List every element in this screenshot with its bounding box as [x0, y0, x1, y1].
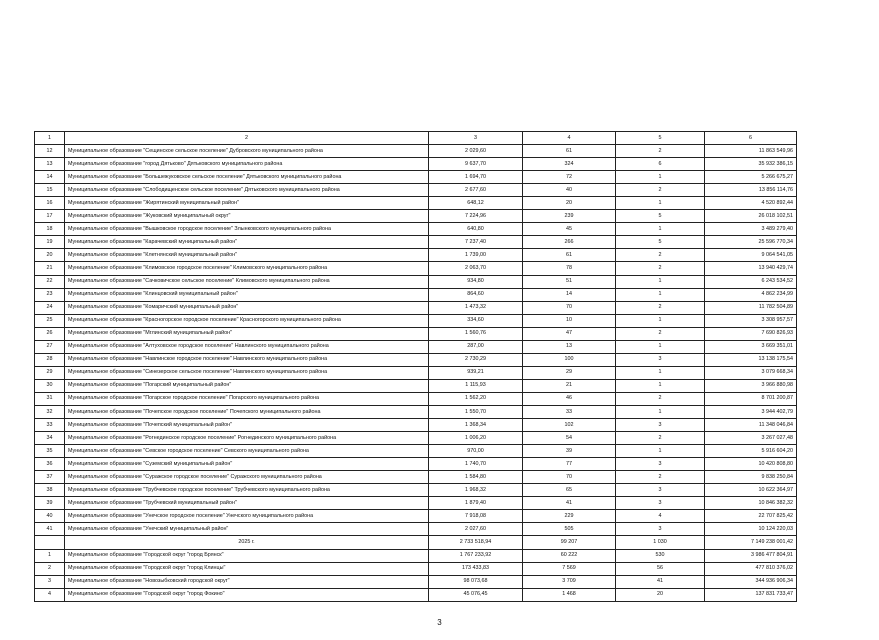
cell-area: 1 368,34: [429, 419, 523, 432]
cell-residents-count: 3 709: [523, 575, 616, 588]
cell-residents-count: 70: [523, 301, 616, 314]
cell-municipality-name: Муниципальное образование "Трубчевское городское поселение" Трубчевского муниципального района: [65, 484, 429, 497]
table-row: [35, 301, 797, 314]
cell-buildings-count: 2: [616, 184, 705, 197]
cell-row-number: 38: [35, 484, 65, 497]
cell-residents-count: 41: [523, 497, 616, 510]
cell-row-number: 21: [35, 262, 65, 275]
table-row: [35, 419, 797, 432]
cell-area: 2 730,29: [429, 353, 523, 366]
cell-row-number: 1: [35, 549, 65, 562]
cell-residents-count: 229: [523, 510, 616, 523]
cell-area: 640,80: [429, 223, 523, 236]
cell-buildings-count: 1: [616, 366, 705, 379]
cell-buildings-count: 2: [616, 145, 705, 158]
table-row: [35, 145, 797, 158]
cell-row-number: 22: [35, 275, 65, 288]
cell-buildings-count: 1: [616, 314, 705, 327]
cell-area: 7 224,96: [429, 210, 523, 223]
table-row: [35, 588, 797, 601]
cell-municipality-name: Муниципальное образование "Жуковский муниципальный округ": [65, 210, 429, 223]
cell-area: 173 433,83: [429, 562, 523, 575]
cell-area: 934,80: [429, 275, 523, 288]
cell-area: 1 694,70: [429, 171, 523, 184]
cell-buildings-count: 5: [616, 236, 705, 249]
cell-area: 1 560,76: [429, 327, 523, 340]
cell-buildings-count: 41: [616, 575, 705, 588]
cell-area: 2 027,60: [429, 523, 523, 536]
header-cell-6: 6: [705, 132, 797, 145]
cell-buildings-count: 1: [616, 379, 705, 392]
cell-row-number: 15: [35, 184, 65, 197]
cell-municipality-name: Муниципальное образование "Суземский муниципальный район": [65, 458, 429, 471]
cell-row-number: 40: [35, 510, 65, 523]
cell-amount: 10 846 382,32: [705, 497, 797, 510]
cell-municipality-name: Муниципальное образование "Мглинский муниципальный район": [65, 327, 429, 340]
cell-municipality-name: Муниципальное образование "Городской округ "город Фокино": [65, 588, 429, 601]
cell-amount: 35 932 386,15: [705, 158, 797, 171]
cell-area: 7 237,40: [429, 236, 523, 249]
cell-area: 1 115,93: [429, 379, 523, 392]
table-row: [35, 536, 797, 549]
cell-municipality-name: Муниципальное образование "Климовское городское поселение" Климовского муниципального района: [65, 262, 429, 275]
cell-area: 1 740,70: [429, 458, 523, 471]
table-row: [35, 575, 797, 588]
cell-amount: 25 596 770,34: [705, 236, 797, 249]
cell-amount: 13 138 175,54: [705, 353, 797, 366]
cell-amount: 137 831 733,47: [705, 588, 797, 601]
cell-area: 9 637,70: [429, 158, 523, 171]
cell-municipality-name: Муниципальное образование "Слободищенское сельское поселение" Дятьковского муниципального района: [65, 184, 429, 197]
table-row: [35, 458, 797, 471]
cell-municipality-name: Муниципальное образование "Погарское городское поселение" Погарского муниципального района: [65, 392, 429, 405]
cell-amount: 3 986 477 804,91: [705, 549, 797, 562]
cell-area: 2 029,60: [429, 145, 523, 158]
table-row: [35, 497, 797, 510]
cell-row-number: 18: [35, 223, 65, 236]
table-row: [35, 327, 797, 340]
cell-row-number: 32: [35, 405, 65, 418]
table-row: [35, 236, 797, 249]
cell-area: 7 918,08: [429, 510, 523, 523]
cell-row-number: 26: [35, 327, 65, 340]
cell-municipality-name: Муниципальное образование "Погарский муниципальный район": [65, 379, 429, 392]
cell-buildings-count: 3: [616, 458, 705, 471]
table-row: [35, 262, 797, 275]
cell-row-number: 34: [35, 432, 65, 445]
table-row: [35, 340, 797, 353]
cell-residents-count: 70: [523, 471, 616, 484]
cell-municipality-name: Муниципальное образование "Большежуковское сельское поселение" Дятьковского муниципального района: [65, 171, 429, 184]
cell-municipality-name: Муниципальное образование "Красногорское городское поселение" Красногорского муниципального района: [65, 314, 429, 327]
cell-buildings-count: 1: [616, 288, 705, 301]
cell-municipality-name: Муниципальное образование "Унечский муниципальный район": [65, 523, 429, 536]
cell-row-number: 33: [35, 419, 65, 432]
cell-area: 1 739,00: [429, 249, 523, 262]
cell-row-number: [35, 536, 65, 549]
cell-amount: 3 669 351,01: [705, 340, 797, 353]
cell-amount: 6 243 534,52: [705, 275, 797, 288]
cell-row-number: 24: [35, 301, 65, 314]
cell-municipality-name: Муниципальное образование "Навлинское городское поселение" Навлинского муниципального района: [65, 353, 429, 366]
cell-residents-count: 99 207: [523, 536, 616, 549]
cell-municipality-name: Муниципальное образование "Суражское городское поселение" Суражского муниципального района: [65, 471, 429, 484]
table-row: [35, 523, 797, 536]
cell-municipality-name: Муниципальное образование "город Дятьково" Дятьковского муниципального района: [65, 158, 429, 171]
cell-residents-count: 78: [523, 262, 616, 275]
cell-residents-count: 7 569: [523, 562, 616, 575]
cell-buildings-count: 2: [616, 471, 705, 484]
cell-buildings-count: 1: [616, 171, 705, 184]
cell-area: 287,00: [429, 340, 523, 353]
cell-municipality-name: Муниципальное образование "Сещинское сельское поселение" Дубровского муниципального района: [65, 145, 429, 158]
table-row: [35, 392, 797, 405]
cell-municipality-name: Муниципальное образование "Комаричский муниципальный район": [65, 301, 429, 314]
cell-area: 98 073,68: [429, 575, 523, 588]
header-cell-5: 5: [616, 132, 705, 145]
cell-amount: 5 266 675,27: [705, 171, 797, 184]
cell-municipality-name: Муниципальное образование "Алтуховское городское поселение" Навлинского муниципального района: [65, 340, 429, 353]
cell-amount: 3 267 027,48: [705, 432, 797, 445]
cell-row-number: 12: [35, 145, 65, 158]
cell-area: 1 584,80: [429, 471, 523, 484]
cell-residents-count: 77: [523, 458, 616, 471]
cell-amount: 11 782 504,89: [705, 301, 797, 314]
cell-municipality-name: Муниципальное образование "Карачевский муниципальный район": [65, 236, 429, 249]
table-row: [35, 158, 797, 171]
cell-area: 939,21: [429, 366, 523, 379]
table-body: [35, 132, 797, 602]
cell-residents-count: 29: [523, 366, 616, 379]
header-cell-2: 2: [65, 132, 429, 145]
cell-amount: 10 622 364,97: [705, 484, 797, 497]
cell-residents-count: 21: [523, 379, 616, 392]
cell-row-number: 2: [35, 562, 65, 575]
cell-row-number: 28: [35, 353, 65, 366]
cell-area: 2 677,60: [429, 184, 523, 197]
table-row: [35, 197, 797, 210]
cell-amount: 3 308 957,57: [705, 314, 797, 327]
cell-amount: 5 916 604,20: [705, 445, 797, 458]
cell-area: 2 063,70: [429, 262, 523, 275]
header-cell-4: 4: [523, 132, 616, 145]
cell-amount: 3 966 880,98: [705, 379, 797, 392]
table-row: [35, 445, 797, 458]
cell-buildings-count: 1: [616, 223, 705, 236]
cell-row-number: 19: [35, 236, 65, 249]
cell-residents-count: 72: [523, 171, 616, 184]
cell-amount: 3 944 402,79: [705, 405, 797, 418]
cell-residents-count: 46: [523, 392, 616, 405]
cell-buildings-count: 4: [616, 510, 705, 523]
cell-amount: 3 489 279,40: [705, 223, 797, 236]
cell-area: 1 006,20: [429, 432, 523, 445]
cell-buildings-count: 2: [616, 432, 705, 445]
cell-municipality-name: Муниципальное образование "Унечское городское поселение" Унечского муниципального района: [65, 510, 429, 523]
table-row: [35, 171, 797, 184]
cell-buildings-count: 1: [616, 275, 705, 288]
cell-residents-count: 65: [523, 484, 616, 497]
cell-residents-count: 33: [523, 405, 616, 418]
cell-municipality-name: Муниципальное образование "Клинцовский муниципальный район": [65, 288, 429, 301]
cell-row-number: 3: [35, 575, 65, 588]
cell-buildings-count: 2: [616, 249, 705, 262]
cell-municipality-name: Муниципальное образование "Городской округ "город Брянск": [65, 549, 429, 562]
cell-amount: 10 420 808,80: [705, 458, 797, 471]
cell-municipality-name: Муниципальное образование "Клетнянский муниципальный район": [65, 249, 429, 262]
cell-buildings-count: 6: [616, 158, 705, 171]
cell-buildings-count: 2: [616, 327, 705, 340]
cell-residents-count: 54: [523, 432, 616, 445]
cell-amount: 13 940 429,74: [705, 262, 797, 275]
cell-buildings-count: 1: [616, 197, 705, 210]
cell-residents-count: 47: [523, 327, 616, 340]
cell-municipality-name: Муниципальное образование "Жирятинский муниципальный район": [65, 197, 429, 210]
cell-amount: 4 520 892,44: [705, 197, 797, 210]
table-row: [35, 210, 797, 223]
cell-residents-count: 239: [523, 210, 616, 223]
cell-row-number: 29: [35, 366, 65, 379]
cell-area: 1 968,32: [429, 484, 523, 497]
cell-row-number: 23: [35, 288, 65, 301]
cell-residents-count: 13: [523, 340, 616, 353]
cell-buildings-count: 2: [616, 301, 705, 314]
cell-row-number: 31: [35, 392, 65, 405]
cell-municipality-name: Муниципальное образование "Городской округ "город Клинцы": [65, 562, 429, 575]
cell-buildings-count: 530: [616, 549, 705, 562]
cell-buildings-count: 3: [616, 484, 705, 497]
cell-municipality-name: Муниципальное образование "Трубчевский муниципальный район": [65, 497, 429, 510]
table-row: [35, 510, 797, 523]
cell-area: 2 733 518,94: [429, 536, 523, 549]
cell-area: 1 562,20: [429, 392, 523, 405]
cell-row-number: 36: [35, 458, 65, 471]
cell-amount: 3 079 668,34: [705, 366, 797, 379]
cell-area: 648,12: [429, 197, 523, 210]
cell-residents-count: 20: [523, 197, 616, 210]
table-row: [35, 562, 797, 575]
cell-municipality-name: Муниципальное образование "Синезерское сельское поселение" Навлинского муниципального района: [65, 366, 429, 379]
cell-buildings-count: 3: [616, 419, 705, 432]
cell-buildings-count: 3: [616, 497, 705, 510]
cell-amount: 11 863 549,96: [705, 145, 797, 158]
cell-amount: 9 064 541,05: [705, 249, 797, 262]
cell-amount: 344 936 906,34: [705, 575, 797, 588]
cell-residents-count: 10: [523, 314, 616, 327]
table-row: [35, 184, 797, 197]
cell-residents-count: 505: [523, 523, 616, 536]
table-row: [35, 223, 797, 236]
cell-amount: 7 690 826,93: [705, 327, 797, 340]
cell-municipality-name: 2025 г.: [65, 536, 429, 549]
table-row: [35, 288, 797, 301]
cell-amount: 22 707 825,42: [705, 510, 797, 523]
cell-buildings-count: 5: [616, 210, 705, 223]
cell-row-number: 35: [35, 445, 65, 458]
cell-municipality-name: Муниципальное образование "Сачковичское сельское поселение" Климовского муниципального района: [65, 275, 429, 288]
cell-municipality-name: Муниципальное образование "Почепский муниципальный район": [65, 419, 429, 432]
cell-amount: 7 149 238 001,42: [705, 536, 797, 549]
cell-municipality-name: Муниципальное образование "Почепское городское поселение" Почепского муниципального района: [65, 405, 429, 418]
table-row: [35, 432, 797, 445]
cell-residents-count: 324: [523, 158, 616, 171]
cell-row-number: 30: [35, 379, 65, 392]
cell-row-number: 20: [35, 249, 65, 262]
cell-residents-count: 14: [523, 288, 616, 301]
cell-residents-count: 100: [523, 353, 616, 366]
cell-buildings-count: 3: [616, 353, 705, 366]
cell-amount: 8 701 200,87: [705, 392, 797, 405]
table-row: [35, 366, 797, 379]
cell-area: 45 076,45: [429, 588, 523, 601]
cell-buildings-count: 2: [616, 392, 705, 405]
cell-amount: 10 124 220,03: [705, 523, 797, 536]
table-row: [35, 379, 797, 392]
cell-row-number: 39: [35, 497, 65, 510]
cell-amount: 477 810 376,02: [705, 562, 797, 575]
cell-amount: 4 862 234,99: [705, 288, 797, 301]
table-row: [35, 471, 797, 484]
cell-row-number: 13: [35, 158, 65, 171]
cell-amount: 26 018 102,51: [705, 210, 797, 223]
cell-amount: 13 856 114,76: [705, 184, 797, 197]
cell-buildings-count: 1: [616, 445, 705, 458]
table-row: [35, 405, 797, 418]
cell-residents-count: 61: [523, 145, 616, 158]
cell-area: 1 879,40: [429, 497, 523, 510]
table-row: [35, 484, 797, 497]
cell-residents-count: 45: [523, 223, 616, 236]
cell-residents-count: 40: [523, 184, 616, 197]
cell-buildings-count: 1 030: [616, 536, 705, 549]
cell-area: 1 767 233,92: [429, 549, 523, 562]
header-row: [35, 132, 797, 145]
cell-buildings-count: 56: [616, 562, 705, 575]
cell-area: 970,00: [429, 445, 523, 458]
cell-residents-count: 266: [523, 236, 616, 249]
cell-residents-count: 39: [523, 445, 616, 458]
cell-row-number: 27: [35, 340, 65, 353]
cell-residents-count: 60 222: [523, 549, 616, 562]
cell-residents-count: 51: [523, 275, 616, 288]
cell-row-number: 41: [35, 523, 65, 536]
table-row: [35, 314, 797, 327]
table-row: [35, 275, 797, 288]
cell-residents-count: 61: [523, 249, 616, 262]
header-cell-3: 3: [429, 132, 523, 145]
cell-municipality-name: Муниципальное образование "Вышковское городское поселение" Злынковского муниципального района: [65, 223, 429, 236]
cell-municipality-name: Муниципальное образование "Рогнединское городское поселение" Рогнединского муниципального района: [65, 432, 429, 445]
table-row: [35, 249, 797, 262]
cell-buildings-count: 20: [616, 588, 705, 601]
cell-amount: 9 838 250,84: [705, 471, 797, 484]
cell-residents-count: 102: [523, 419, 616, 432]
cell-residents-count: 1 468: [523, 588, 616, 601]
cell-buildings-count: 2: [616, 262, 705, 275]
cell-area: 1 550,70: [429, 405, 523, 418]
cell-row-number: 16: [35, 197, 65, 210]
cell-buildings-count: 1: [616, 340, 705, 353]
cell-buildings-count: 3: [616, 523, 705, 536]
cell-municipality-name: Муниципальное образование "Севское городское поселение" Севского муниципального района: [65, 445, 429, 458]
cell-row-number: 37: [35, 471, 65, 484]
cell-municipality-name: Муниципальное образование "Новозыбковский городской округ": [65, 575, 429, 588]
header-cell-1: 1: [35, 132, 65, 145]
cell-buildings-count: 1: [616, 405, 705, 418]
cell-amount: 11 348 046,84: [705, 419, 797, 432]
cell-area: 334,60: [429, 314, 523, 327]
table-row: [35, 353, 797, 366]
cell-row-number: 4: [35, 588, 65, 601]
cell-area: 1 473,32: [429, 301, 523, 314]
cell-area: 864,60: [429, 288, 523, 301]
cell-row-number: 14: [35, 171, 65, 184]
data-table: [34, 131, 797, 602]
cell-row-number: 17: [35, 210, 65, 223]
cell-row-number: 25: [35, 314, 65, 327]
page-number: 3: [437, 618, 442, 627]
table-row: [35, 549, 797, 562]
